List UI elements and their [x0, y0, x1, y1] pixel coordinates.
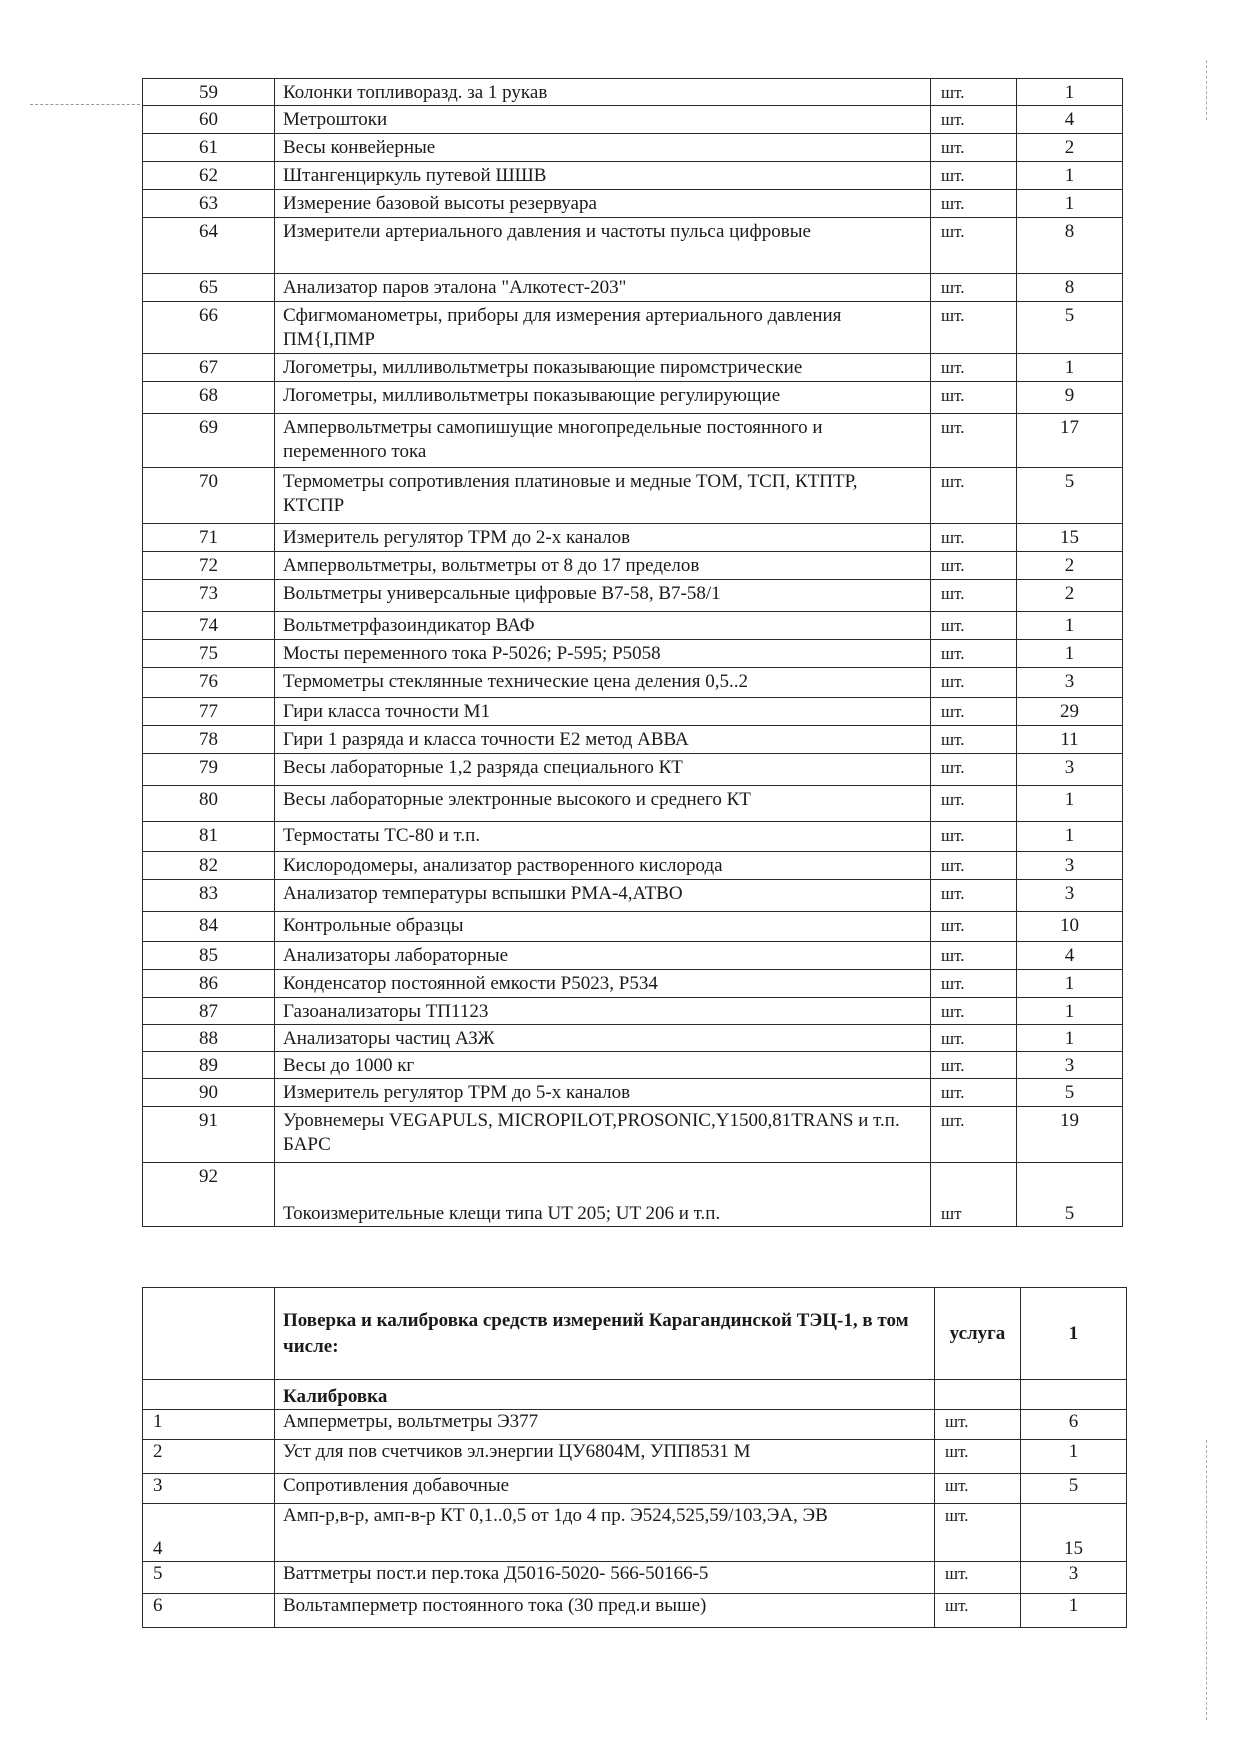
row-quantity: 3 — [1017, 754, 1123, 786]
row-unit: шт. — [931, 640, 1017, 668]
table-row — [143, 912, 1123, 942]
row-quantity: 5 — [1017, 1079, 1123, 1107]
row-number: 1 — [143, 1410, 275, 1440]
row-unit: шт. — [931, 468, 1017, 524]
row-quantity: 5 — [1021, 1474, 1127, 1504]
row-name: Колонки топливоразд. за 1 рукав — [275, 79, 931, 106]
table-row — [143, 524, 1123, 552]
table-row — [143, 302, 1123, 354]
row-quantity: 1 — [1017, 970, 1123, 998]
row-quantity: 11 — [1017, 726, 1123, 754]
row-quantity: 15 — [1017, 524, 1123, 552]
row-name: Весы до 1000 кг — [275, 1052, 931, 1079]
row-name: Весы лабораторные электронные высокого и среднего КТ — [275, 786, 931, 822]
row-name: Гири 1 разряда и класса точности Е2 метод АВВА — [275, 726, 931, 754]
row-number: 84 — [143, 912, 275, 942]
row-unit: шт. — [931, 754, 1017, 786]
row-name: Измерение базовой высоты резервуара — [275, 190, 931, 218]
row-number: 87 — [143, 998, 275, 1025]
row-unit: шт. — [931, 1025, 1017, 1052]
row-number: 79 — [143, 754, 275, 786]
row-quantity: 3 — [1017, 880, 1123, 912]
table-row — [143, 580, 1123, 612]
table-row — [143, 79, 1123, 106]
row-quantity: 17 — [1017, 414, 1123, 468]
row-number: 4 — [143, 1504, 275, 1562]
row-quantity: 10 — [1017, 912, 1123, 942]
table-row — [143, 552, 1123, 580]
table-row — [143, 726, 1123, 754]
row-quantity: 1 — [1017, 612, 1123, 640]
row-quantity: 2 — [1017, 552, 1123, 580]
table-row — [143, 698, 1123, 726]
table-row — [143, 640, 1123, 668]
table-row — [143, 190, 1123, 218]
row-quantity: 8 — [1017, 218, 1123, 274]
row-number: 76 — [143, 668, 275, 698]
row-number: 68 — [143, 382, 275, 414]
row-name: Амперметры, вольтметры Э377 — [275, 1410, 935, 1440]
row-number: 75 — [143, 640, 275, 668]
table-row — [143, 786, 1123, 822]
row-number: 3 — [143, 1474, 275, 1504]
scan-artifact — [1206, 60, 1207, 120]
row-name: Мосты переменного тока Р-5026; Р-595; Р5058 — [275, 640, 931, 668]
row-number: 2 — [143, 1440, 275, 1474]
row-number: 6 — [143, 1594, 275, 1628]
row-name: Токоизмерительные клещи типа UT 205; UT 206 и т.п. — [275, 1163, 931, 1227]
row-name: Контрольные образцы — [275, 912, 931, 942]
row-quantity: 1 — [1017, 79, 1123, 106]
row-number: 73 — [143, 580, 275, 612]
table-row — [143, 1562, 1127, 1594]
table-row — [143, 1107, 1123, 1163]
row-name: Анализатор паров эталона "Алкотест-203" — [275, 274, 931, 302]
subheader-title: Калибровка — [275, 1380, 935, 1410]
row-quantity: 1 — [1021, 1594, 1127, 1628]
calibration-table — [142, 1287, 1127, 1628]
row-name: Конденсатор постоянной емкости Р5023, Р534 — [275, 970, 931, 998]
row-unit: шт. — [931, 786, 1017, 822]
row-unit: шт. — [931, 880, 1017, 912]
header-quantity: 1 — [1021, 1288, 1127, 1380]
row-unit: шт. — [931, 162, 1017, 190]
row-name: Уровнемеры VEGAPULS, MICROPILOT,PROSONIC,Y1500,81TRANS и т.п. БАРС — [275, 1107, 931, 1163]
row-number: 62 — [143, 162, 275, 190]
row-name: Газоанализаторы ТП1123 — [275, 998, 931, 1025]
row-unit: шт. — [931, 698, 1017, 726]
row-quantity: 1 — [1021, 1440, 1127, 1474]
table-row — [143, 468, 1123, 524]
row-unit: шт. — [931, 552, 1017, 580]
row-number: 89 — [143, 1052, 275, 1079]
table-row — [143, 1052, 1123, 1079]
row-unit: шт. — [931, 970, 1017, 998]
row-number: 86 — [143, 970, 275, 998]
table-row — [143, 668, 1123, 698]
row-number: 77 — [143, 698, 275, 726]
row-unit: шт. — [931, 218, 1017, 274]
row-quantity: 8 — [1017, 274, 1123, 302]
row-name: Весы лабораторные 1,2 разряда специального КТ — [275, 754, 931, 786]
row-number: 63 — [143, 190, 275, 218]
row-number: 80 — [143, 786, 275, 822]
row-unit: шт — [931, 1163, 1017, 1227]
row-number: 85 — [143, 942, 275, 970]
row-name: Штангенциркуль путевой ШШВ — [275, 162, 931, 190]
row-quantity: 1 — [1017, 1025, 1123, 1052]
table-row — [143, 1504, 1127, 1562]
table-row — [143, 1079, 1123, 1107]
scan-artifact — [30, 104, 140, 105]
row-quantity: 4 — [1017, 106, 1123, 134]
row-quantity: 4 — [1017, 942, 1123, 970]
row-number: 92 — [143, 1163, 275, 1227]
row-number: 81 — [143, 822, 275, 852]
table-row — [143, 852, 1123, 880]
table-row — [143, 354, 1123, 382]
table-row — [143, 218, 1123, 274]
row-unit: шт. — [935, 1410, 1021, 1440]
row-number: 88 — [143, 1025, 275, 1052]
row-quantity: 1 — [1017, 190, 1123, 218]
row-unit: шт. — [935, 1504, 1021, 1562]
scan-artifact — [1206, 1440, 1207, 1720]
table-row — [143, 382, 1123, 414]
table-row — [143, 1410, 1127, 1440]
row-quantity: 5 — [1017, 468, 1123, 524]
row-name: Ампервольтметры, вольтметры от 8 до 17 пределов — [275, 552, 931, 580]
row-name: Уст для пов счетчиков эл.энергии ЦУ6804М, УПП8531 М — [275, 1440, 935, 1474]
calibration-header-row — [143, 1288, 1127, 1380]
row-unit: шт. — [931, 668, 1017, 698]
row-unit: шт. — [935, 1594, 1021, 1628]
row-unit: шт. — [931, 524, 1017, 552]
table-row — [143, 274, 1123, 302]
row-number: 70 — [143, 468, 275, 524]
row-unit: шт. — [931, 134, 1017, 162]
row-unit: шт. — [935, 1562, 1021, 1594]
table-row — [143, 822, 1123, 852]
row-unit: шт. — [931, 852, 1017, 880]
row-unit: шт. — [931, 580, 1017, 612]
row-quantity: 6 — [1021, 1410, 1127, 1440]
subheader-number-cell — [143, 1380, 275, 1410]
row-quantity: 3 — [1021, 1562, 1127, 1594]
row-name: Анализаторы лабораторные — [275, 942, 931, 970]
row-name: Ампервольтметры самопишущие многопредельные постоянного и переменного тока — [275, 414, 931, 468]
row-unit: шт. — [931, 106, 1017, 134]
table-row — [143, 612, 1123, 640]
row-quantity: 29 — [1017, 698, 1123, 726]
row-name: Гири класса точности М1 — [275, 698, 931, 726]
row-number: 82 — [143, 852, 275, 880]
row-number: 90 — [143, 1079, 275, 1107]
row-quantity: 1 — [1017, 640, 1123, 668]
row-name: Кислородомеры, анализатор растворенного кислорода — [275, 852, 931, 880]
row-number: 65 — [143, 274, 275, 302]
row-unit: шт. — [935, 1474, 1021, 1504]
row-quantity: 1 — [1017, 162, 1123, 190]
row-unit: шт. — [931, 302, 1017, 354]
row-quantity: 3 — [1017, 1052, 1123, 1079]
row-quantity: 2 — [1017, 580, 1123, 612]
row-quantity: 1 — [1017, 786, 1123, 822]
row-quantity: 5 — [1017, 1163, 1123, 1227]
row-unit: шт. — [931, 382, 1017, 414]
table-row — [143, 754, 1123, 786]
row-name: Термостаты ТС-80 и т.п. — [275, 822, 931, 852]
row-number: 72 — [143, 552, 275, 580]
row-number: 61 — [143, 134, 275, 162]
row-number: 64 — [143, 218, 275, 274]
row-number: 60 — [143, 106, 275, 134]
row-number: 67 — [143, 354, 275, 382]
row-quantity: 3 — [1017, 852, 1123, 880]
row-quantity: 9 — [1017, 382, 1123, 414]
row-number: 71 — [143, 524, 275, 552]
row-unit: шт. — [931, 942, 1017, 970]
row-unit: шт. — [931, 190, 1017, 218]
header-number-cell — [143, 1288, 275, 1380]
row-quantity: 1 — [1017, 998, 1123, 1025]
row-name: Сопротивления добавочные — [275, 1474, 935, 1504]
row-number: 83 — [143, 880, 275, 912]
row-name: Термометры сопротивления платиновые и медные ТОМ, ТСП, КТПТР, КТСПР — [275, 468, 931, 524]
row-name: Логометры, милливольтметры показывающие регулирующие — [275, 382, 931, 414]
row-unit: шт. — [931, 1052, 1017, 1079]
table-row — [143, 162, 1123, 190]
row-unit: шт. — [931, 414, 1017, 468]
table-row — [143, 970, 1123, 998]
row-number: 59 — [143, 79, 275, 106]
instruments-table — [142, 78, 1123, 1227]
row-name: Анализаторы частиц АЗЖ — [275, 1025, 931, 1052]
row-quantity: 5 — [1017, 302, 1123, 354]
row-quantity: 19 — [1017, 1107, 1123, 1163]
row-unit: шт. — [931, 1107, 1017, 1163]
row-number: 74 — [143, 612, 275, 640]
row-quantity: 3 — [1017, 668, 1123, 698]
calibration-subheader-row — [143, 1380, 1127, 1410]
row-unit: шт. — [935, 1440, 1021, 1474]
row-name: Логометры, милливольтметры показывающие пиромстрические — [275, 354, 931, 382]
row-name: Метроштоки — [275, 106, 931, 134]
row-name: Анализатор температуры вспышки РМА-4,АТВО — [275, 880, 931, 912]
row-name: Вольтамперметр постоянного тока (30 пред.и выше) — [275, 1594, 935, 1628]
row-unit: шт. — [931, 274, 1017, 302]
table-row — [143, 134, 1123, 162]
row-name: Вольтметрфазоиндикатор ВАФ — [275, 612, 931, 640]
table-row — [143, 106, 1123, 134]
row-unit: шт. — [931, 79, 1017, 106]
row-name: Сфигмоманометры, приборы для измерения артериального давления ПМ{I,ПМР — [275, 302, 931, 354]
table-row — [143, 942, 1123, 970]
row-number: 5 — [143, 1562, 275, 1594]
row-name: Весы конвейерные — [275, 134, 931, 162]
row-name: Амп-р,в-р, амп-в-р КТ 0,1..0,5 от 1до 4 пр. Э524,525,59/103,ЭА, ЭВ — [275, 1504, 935, 1562]
subheader-quantity-cell — [1021, 1380, 1127, 1410]
row-unit: шт. — [931, 912, 1017, 942]
row-quantity: 2 — [1017, 134, 1123, 162]
row-name: Термометры стеклянные технические цена деления 0,5..2 — [275, 668, 931, 698]
table-row — [143, 1025, 1123, 1052]
table-row — [143, 998, 1123, 1025]
row-name: Измерители артериального давления и частоты пульса цифровые — [275, 218, 931, 274]
header-unit: услуга — [935, 1288, 1021, 1380]
row-name: Измеритель регулятор ТРМ до 5-х каналов — [275, 1079, 931, 1107]
row-name: Измеритель регулятор ТРМ до 2-х каналов — [275, 524, 931, 552]
row-number: 78 — [143, 726, 275, 754]
row-number: 69 — [143, 414, 275, 468]
row-unit: шт. — [931, 726, 1017, 754]
row-quantity: 15 — [1021, 1504, 1127, 1562]
row-unit: шт. — [931, 612, 1017, 640]
row-name: Ваттметры пост.и пер.тока Д5016-5020- 566-50166-5 — [275, 1562, 935, 1594]
row-number: 91 — [143, 1107, 275, 1163]
table-row — [143, 1594, 1127, 1628]
table-row — [143, 1474, 1127, 1504]
row-unit: шт. — [931, 354, 1017, 382]
row-unit: шт. — [931, 1079, 1017, 1107]
subheader-unit-cell — [935, 1380, 1021, 1410]
row-unit: шт. — [931, 822, 1017, 852]
row-unit: шт. — [931, 998, 1017, 1025]
table-row — [143, 414, 1123, 468]
table-row — [143, 1440, 1127, 1474]
row-name: Вольтметры универсальные цифровые В7-58, В7-58/1 — [275, 580, 931, 612]
table-row — [143, 880, 1123, 912]
row-quantity: 1 — [1017, 822, 1123, 852]
header-title: Поверка и калибровка средств измерений Карагандинской ТЭЦ-1, в том числе: — [275, 1288, 935, 1380]
table-row — [143, 1163, 1123, 1227]
row-quantity: 1 — [1017, 354, 1123, 382]
row-number: 66 — [143, 302, 275, 354]
